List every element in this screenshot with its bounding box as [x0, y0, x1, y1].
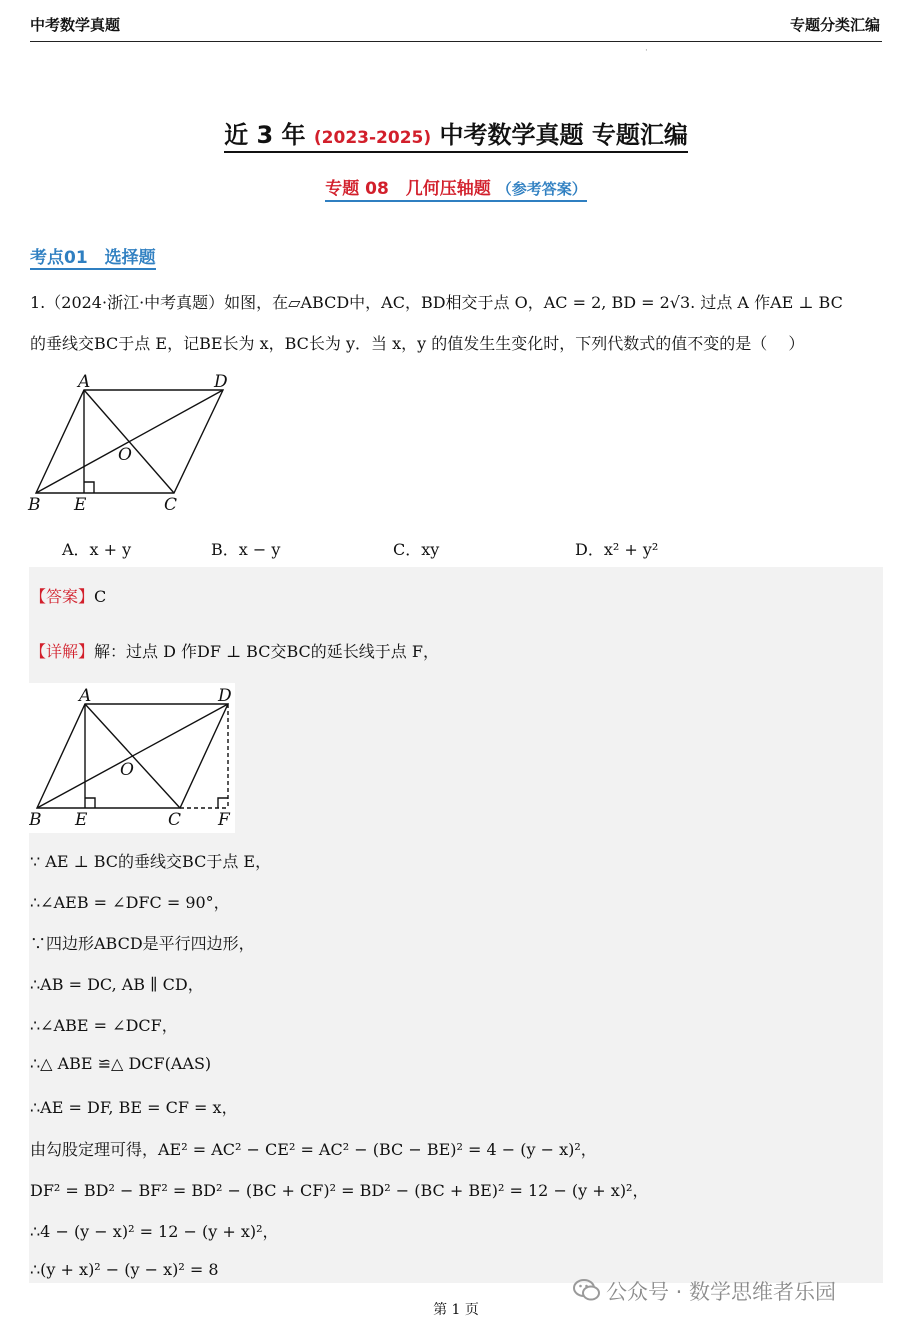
- scan-dot: ·: [645, 46, 648, 56]
- label-d: D: [214, 372, 228, 392]
- answer-label: 【答案】: [30, 587, 95, 606]
- header-right: 专题分类汇编: [789, 16, 880, 34]
- page-subtitle: [0, 174, 912, 199]
- answer-panel: [29, 567, 883, 1283]
- title-part1: 近 3 年: [224, 121, 314, 149]
- question-line-1: 1.（2024·浙江·中考真题）如图，在▱ABCD中，AC，BD相交于点 O，AC = 2, BD = 2√3. 过点 A 作AE ⊥ BC: [30, 293, 843, 312]
- title-part2: 中考数学真题 专题汇编: [431, 121, 688, 149]
- watermark: 公众号 · 数学思维者乐园: [606, 1280, 837, 1304]
- section-heading: 考点01 选择题: [30, 243, 156, 270]
- step-11: ∴(y + x)² − (y − x)² = 8: [30, 1260, 219, 1279]
- page-title: [0, 115, 912, 150]
- label-a: A: [78, 372, 91, 392]
- step-9: DF² = BD² − BF² = BD² − (BC + CF)² = BD² − (BC + BE)² = 12 − (y + x)²，: [30, 1181, 649, 1200]
- label-e: E: [74, 495, 87, 515]
- figure-parallelogram-2: [29, 683, 235, 833]
- header-left: 中考数学真题: [30, 16, 121, 34]
- label-f: F: [218, 810, 230, 830]
- page-number: 第 1 页: [433, 1302, 479, 1318]
- label-o: O: [120, 760, 134, 780]
- label-c: C: [168, 810, 182, 830]
- step-2: ∴∠AEB = ∠DFC = 90°，: [30, 893, 230, 912]
- label-e: E: [75, 810, 88, 830]
- right-angle-mark-e: [84, 482, 94, 493]
- subtitle-main: 专题 08 几何压轴题: [325, 179, 497, 199]
- label-c: C: [164, 495, 178, 515]
- step-7: ∴AE = DF, BE = CF = x，: [30, 1098, 238, 1117]
- title-years: (2023-2025): [313, 128, 432, 148]
- label-o: O: [118, 445, 132, 465]
- label-b: B: [28, 495, 41, 515]
- step-6: ∴△ ABE ≌△ DCF(AAS): [30, 1054, 212, 1073]
- option-b: B．x − y: [211, 540, 281, 559]
- detail-label: 【详解】: [30, 642, 95, 661]
- label-a: A: [79, 686, 92, 706]
- option-d: D．x² + y²: [575, 540, 659, 559]
- option-c: C．xy: [393, 540, 440, 559]
- option-a: A．x + y: [62, 540, 132, 559]
- label-b: B: [29, 810, 42, 830]
- label-d: D: [218, 686, 232, 706]
- detail-line: [30, 639, 439, 662]
- header-rule: [30, 41, 882, 42]
- step-1: ∵ AE ⊥ BC的垂线交BC于点 E，: [30, 852, 272, 871]
- subtitle-note: （参考答案）: [496, 180, 587, 198]
- detail-text: 解：过点 D 作DF ⊥ BC交BC的延长线于点 F，: [94, 642, 439, 661]
- answer-value: C: [94, 587, 107, 606]
- step-3: ∵四边形ABCD是平行四边形，: [30, 934, 255, 953]
- question-line-2: 的垂线交BC于点 E，记BE长为 x，BC长为 y．当 x，y 的值发生生变化时，下列代数式的值不变的是（ ）: [30, 334, 805, 353]
- step-5: ∴∠ABE = ∠DCF，: [30, 1016, 178, 1035]
- diagonal-bd: [36, 390, 223, 493]
- step-4: ∴AB = DC, AB ∥ CD，: [30, 975, 204, 994]
- step-8: 由勾股定理可得，AE² = AC² − CE² = AC² − (BC − BE)² = 4 − (y − x)²，: [30, 1140, 597, 1159]
- answer-line: [30, 584, 106, 607]
- step-10: ∴4 − (y − x)² = 12 − (y + x)²，: [30, 1222, 279, 1241]
- figure-parallelogram-1: [26, 368, 256, 518]
